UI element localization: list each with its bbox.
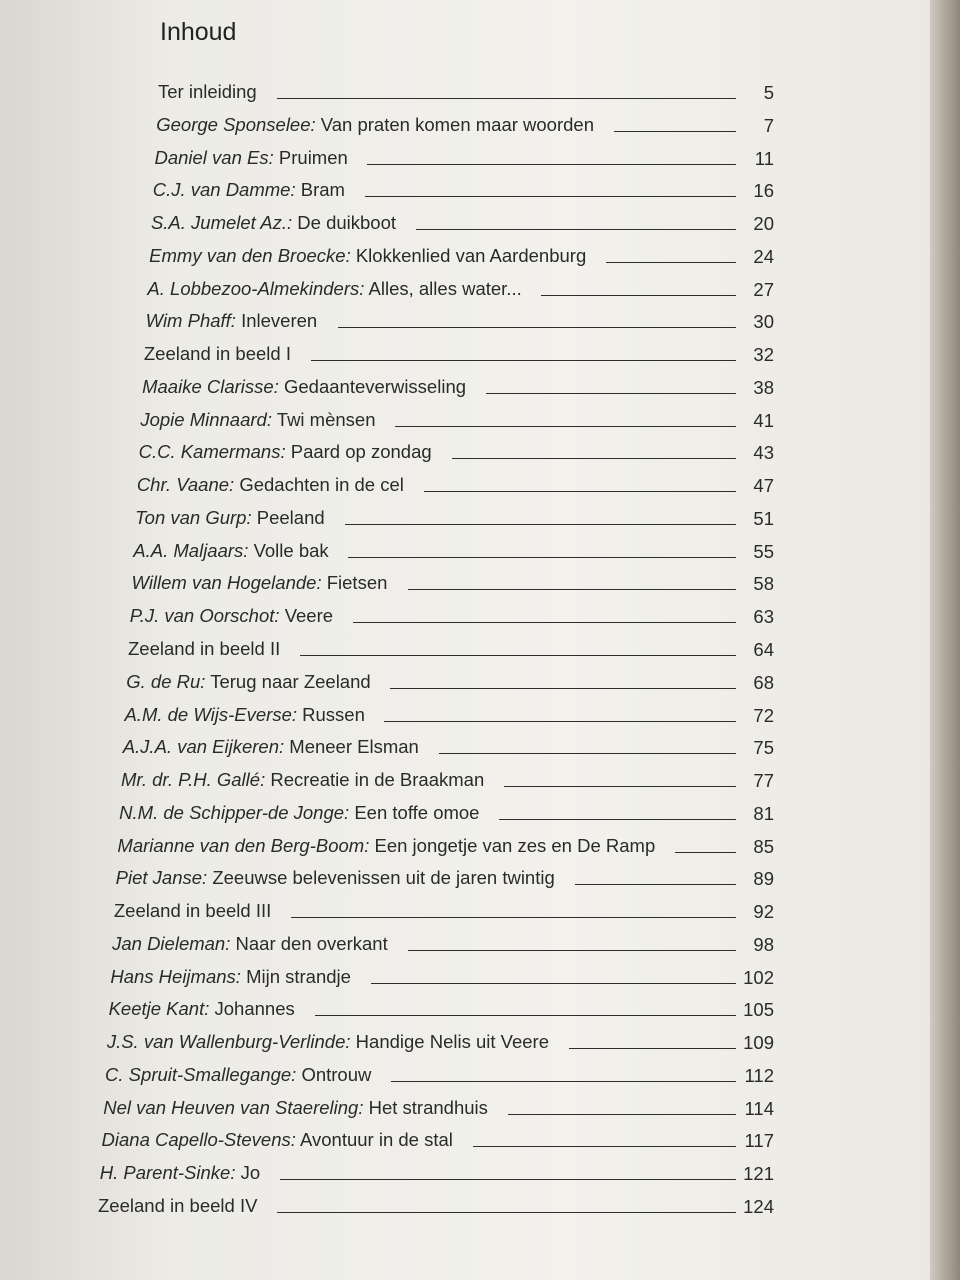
toc-leader-line	[439, 753, 736, 754]
toc-entry-author: Mr. dr. P.H. Gallé:	[120, 769, 266, 791]
toc-entry-author: C.J. van Damme:	[152, 179, 296, 201]
book-spine	[930, 0, 960, 1280]
toc-page-number: 109	[743, 1032, 774, 1054]
toc-entry-author: H. Parent-Sinke:	[99, 1162, 236, 1184]
toc-leader-line	[353, 622, 736, 623]
page-title: Inhoud	[160, 18, 237, 46]
toc-entry-author: Keetje Kant:	[108, 998, 210, 1020]
toc-entry-title: Het strandhuis	[368, 1096, 488, 1118]
toc-entry-author: Daniel van Es:	[154, 146, 274, 168]
toc-entry-title: Een toffe omoe	[354, 801, 480, 823]
toc-entry	[0, 900, 774, 923]
toc-entry-text	[116, 867, 555, 889]
toc-entry	[0, 375, 774, 398]
toc-leader-line	[569, 1048, 736, 1049]
toc-entry-author: S.A. Jumelet Az.:	[150, 212, 293, 234]
toc-entry	[0, 310, 774, 333]
toc-page-number: 89	[753, 868, 774, 890]
toc-entry	[0, 81, 774, 103]
toc-entry-text	[103, 1097, 488, 1119]
toc-entry	[0, 1162, 774, 1185]
toc-page-number: 72	[753, 704, 774, 726]
toc-entry-text	[156, 114, 594, 136]
toc-page-number: 30	[753, 311, 774, 333]
toc-leader-line	[424, 491, 736, 492]
toc-page-number: 75	[753, 737, 774, 759]
toc-entry	[0, 998, 774, 1021]
toc-page-number: 124	[743, 1196, 774, 1217]
toc-entry	[0, 769, 774, 792]
toc-leader-line	[280, 1179, 736, 1180]
toc-entry-text	[119, 802, 479, 824]
toc-entry-title: Pruimen	[278, 146, 348, 168]
toc-entry	[0, 212, 774, 235]
toc-entry	[0, 179, 774, 202]
toc-entry-title: Bram	[300, 179, 345, 201]
toc-page-number: 51	[753, 507, 774, 529]
toc-entry-text	[126, 671, 370, 693]
toc-entry-text	[158, 81, 257, 103]
toc-leader-line	[408, 950, 736, 951]
toc-entry-title: Alles, alles water...	[368, 277, 522, 299]
toc-entry-text	[124, 704, 364, 726]
toc-page-number: 47	[753, 475, 774, 497]
toc-entry-author: Willem van Hogelande:	[131, 572, 322, 594]
toc-entry-author: Maaike Clarisse:	[142, 375, 279, 397]
toc-entry-author: Piet Janse:	[115, 867, 208, 889]
toc-page-number: 58	[753, 573, 774, 595]
toc-page-number: 43	[753, 442, 774, 464]
toc-entry-text	[110, 966, 351, 988]
toc-entry-author: J.S. van Wallenburg-Verlinde:	[106, 1031, 351, 1053]
toc-leader-line	[452, 458, 736, 459]
toc-entry	[0, 408, 774, 431]
toc-leader-line	[499, 819, 736, 820]
toc-leader-line	[384, 721, 736, 722]
toc-entry-text	[105, 1064, 371, 1086]
toc-entry-author: Jopie Minnaard:	[140, 408, 272, 430]
toc-page-number: 20	[753, 213, 774, 235]
toc-entry-text	[142, 376, 466, 398]
toc-entry-text	[135, 507, 325, 529]
toc-entry-title: Twi mènsen	[276, 408, 376, 430]
toc-entry-text	[139, 441, 432, 463]
toc-entry-author: Wim Phaff:	[145, 310, 236, 332]
toc-page-number: 102	[743, 966, 774, 988]
toc-entry	[0, 605, 774, 628]
toc-entry-title: Terug naar Zeeland	[210, 670, 371, 692]
toc-entry-title: Handige Nelis uit Veere	[355, 1031, 550, 1053]
toc-entry-text	[146, 310, 318, 332]
toc-leader-line	[504, 786, 736, 787]
toc-page-number: 24	[753, 245, 774, 267]
toc-entry-author: N.M. de Schipper-de Jonge:	[119, 801, 350, 823]
toc-leader-line	[408, 589, 736, 590]
toc-leader-line	[277, 98, 736, 99]
toc-entry	[0, 867, 774, 890]
toc-entry-text	[112, 933, 388, 955]
toc-page-number: 85	[753, 835, 774, 857]
toc-page-number: 16	[753, 180, 774, 202]
toc-entry-title: Peeland	[256, 506, 325, 528]
toc-entry-title: Naar den overkant	[235, 932, 388, 954]
toc-entry	[0, 277, 774, 300]
toc-leader-line	[541, 295, 736, 296]
toc-entry	[0, 539, 774, 562]
toc-entry	[0, 736, 774, 759]
toc-entry-author: A. Lobbezoo-Almekinders:	[147, 277, 365, 299]
toc-leader-line	[371, 983, 736, 984]
toc-entry-title: Fietsen	[326, 572, 388, 594]
toc-leader-line	[348, 557, 736, 558]
toc-page-number: 114	[744, 1097, 774, 1119]
toc-entry-text	[137, 474, 404, 496]
toc-page-number: 121	[743, 1163, 774, 1185]
toc-entry	[0, 1195, 774, 1217]
toc-entry-text	[98, 1195, 257, 1217]
toc-entry	[0, 670, 774, 693]
toc-entry-author: Hans Heijmans:	[110, 965, 241, 987]
toc-entry-author: Chr. Vaane:	[136, 474, 235, 496]
toc-entry	[0, 1031, 774, 1054]
toc-entry-text	[154, 147, 347, 169]
toc-entry-text	[132, 572, 388, 594]
toc-page-number: 32	[753, 344, 774, 366]
toc-entry-title: Inleveren	[241, 310, 318, 332]
toc-leader-line	[508, 1114, 736, 1115]
toc-leader-line	[606, 262, 736, 263]
toc-entry-text	[149, 245, 586, 267]
toc-entry	[0, 834, 774, 857]
toc-entry-title: Zeeland in beeld IV	[98, 1195, 258, 1216]
toc-entry-title: Een jongetje van zes en De Ramp	[374, 834, 656, 856]
toc-leader-line	[311, 360, 736, 361]
toc-entry	[0, 801, 774, 824]
toc-entry	[0, 572, 774, 595]
toc-page-number: 41	[753, 409, 774, 431]
toc-leader-line	[391, 1081, 736, 1082]
toc-entry-text	[114, 900, 271, 922]
toc-page-number: 55	[753, 540, 774, 562]
toc-page-number: 64	[753, 639, 774, 660]
toc-leader-line	[486, 393, 736, 394]
toc-entry-text	[140, 409, 375, 431]
toc-entry	[0, 1096, 774, 1119]
toc-entry-text	[109, 998, 295, 1020]
toc-leader-line	[390, 688, 736, 689]
toc-entry-author: Nel van Heuven van Staereling:	[103, 1096, 364, 1118]
toc-entry	[0, 244, 774, 267]
toc-page-number: 92	[753, 901, 774, 923]
toc-entry-author: G. de Ru:	[126, 670, 206, 692]
toc-entry-author: C.C. Kamermans:	[138, 441, 286, 463]
toc-entry-text	[100, 1162, 260, 1184]
toc-entry-text	[128, 638, 280, 660]
toc-entry-title: Veere	[284, 605, 334, 627]
toc-entry-text	[123, 736, 419, 758]
toc-entry-title: Van praten komen maar woorden	[320, 113, 594, 135]
toc-leader-line	[338, 327, 736, 328]
toc-page-number: 27	[753, 278, 774, 300]
toc-leader-line	[300, 655, 736, 656]
toc-page-number: 77	[753, 770, 774, 792]
toc-entry-title: Volle bak	[253, 539, 329, 561]
toc-entry	[0, 1063, 774, 1086]
toc-leader-line	[614, 131, 736, 132]
toc-entry-title: Zeeland in beeld I	[143, 343, 291, 365]
toc-leader-line	[365, 196, 736, 197]
toc-entry-title: Ontrouw	[301, 1063, 372, 1085]
toc-entry-text	[151, 212, 396, 234]
toc-entry-text	[117, 835, 655, 857]
toc-entry-author: P.J. van Oorschot:	[129, 605, 280, 627]
toc-leader-line	[473, 1146, 736, 1147]
toc-entry-text	[121, 769, 484, 791]
toc-entry	[0, 441, 774, 464]
toc-entry-author: A.J.A. van Eijkeren:	[122, 736, 285, 758]
toc-entry	[0, 506, 774, 529]
toc-entry-author: Diana Capello-Stevens:	[101, 1129, 296, 1151]
toc-entry-text	[144, 343, 291, 365]
toc-page-number: 81	[753, 802, 774, 824]
toc-entry-text	[147, 278, 521, 300]
toc-page-number: 105	[743, 999, 774, 1021]
toc-entry-title: Meneer Elsman	[289, 736, 419, 758]
toc-page-number: 7	[763, 114, 774, 136]
toc-entry-title: Jo	[240, 1162, 261, 1184]
toc-entry	[0, 474, 774, 497]
toc-entry-title: Mijn strandje	[246, 965, 351, 987]
toc-entry-author: Emmy van den Broecke:	[149, 244, 351, 266]
toc-page-number: 5	[763, 82, 774, 103]
toc-page-number: 117	[744, 1130, 774, 1152]
toc-entry-text	[130, 605, 333, 627]
toc-page-number: 38	[753, 376, 774, 398]
toc-entry	[0, 343, 774, 366]
toc-entry	[0, 965, 774, 988]
toc-entry-title: Zeeuwse belevenissen uit de jaren twintig	[212, 867, 555, 889]
toc-entry-title: De duikboot	[297, 212, 397, 234]
toc-page-number: 11	[754, 147, 774, 169]
toc-entry-author: C. Spruit-Smallegange:	[105, 1063, 297, 1085]
toc-entry-text	[102, 1129, 453, 1151]
toc-entry-text	[107, 1031, 549, 1053]
toc-page-number: 63	[753, 606, 774, 628]
toc-page-number: 68	[753, 671, 774, 693]
toc-leader-line	[416, 229, 736, 230]
toc-leader-line	[277, 1212, 736, 1213]
toc-entry	[0, 638, 774, 660]
toc-entry-title: Zeeland in beeld III	[113, 900, 272, 922]
toc-leader-line	[395, 426, 736, 427]
toc-entry-title: Paard op zondag	[290, 441, 432, 463]
toc-entry-title: Klokkenlied van Aardenburg	[355, 244, 587, 266]
toc-entry	[0, 146, 774, 169]
toc-entry	[0, 1129, 774, 1152]
toc-leader-line	[367, 164, 736, 165]
toc-entry-text	[133, 540, 328, 562]
toc-entry-text	[153, 179, 345, 201]
toc-entry-author: Jan Dieleman:	[112, 932, 231, 954]
toc-entry-title: Russen	[302, 703, 365, 725]
toc-entry-title: Ter inleiding	[158, 81, 257, 102]
toc-entry-title: Johannes	[214, 998, 295, 1020]
toc-entry-author: A.M. de Wijs-Everse:	[124, 703, 298, 725]
toc-entry-author: A.A. Maljaars:	[133, 539, 249, 561]
toc-entry	[0, 703, 774, 726]
toc-entry-title: Avontuur in de stal	[300, 1129, 453, 1151]
toc-entry-author: Ton van Gurp:	[135, 506, 252, 528]
toc-entry-title: Recreatie in de Braakman	[270, 769, 485, 791]
toc-entry	[0, 932, 774, 955]
toc-page-number: 112	[744, 1064, 774, 1086]
toc-entry-author: George Sponselee:	[156, 113, 316, 135]
toc-page-number: 98	[753, 933, 774, 955]
toc-leader-line	[345, 524, 736, 525]
toc-entry-author: Marianne van den Berg-Boom:	[117, 834, 370, 856]
toc-leader-line	[315, 1015, 736, 1016]
toc-entry-title: Gedaanteverwisseling	[284, 375, 467, 397]
toc-leader-line	[575, 884, 736, 885]
toc-entry-title: Gedachten in de cel	[239, 474, 404, 496]
toc-entry-title: Zeeland in beeld II	[128, 638, 281, 659]
toc-leader-line	[291, 917, 736, 918]
toc-entry	[0, 113, 774, 136]
